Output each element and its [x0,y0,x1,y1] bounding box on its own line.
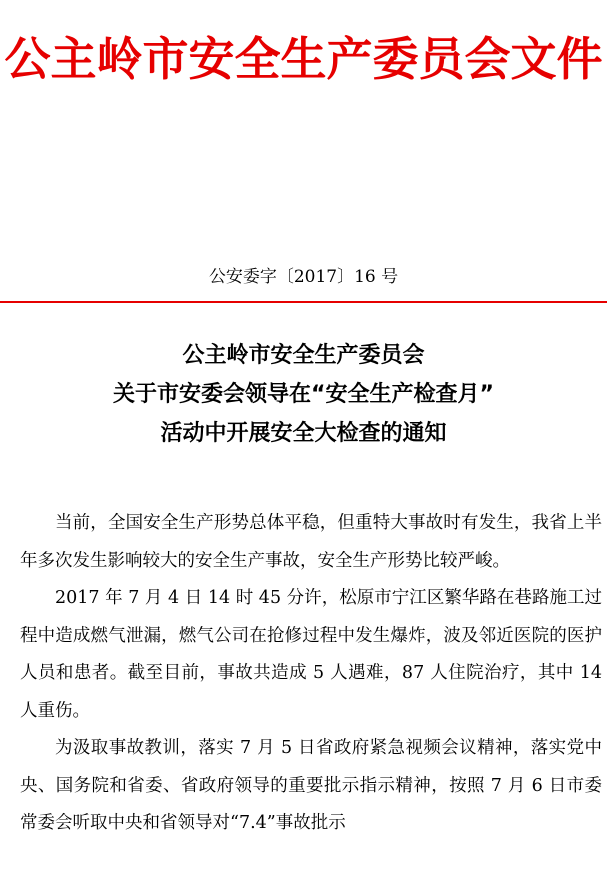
body-paragraph: 为汲取事故教训，落实 7 月 5 日省政府紧急视频会议精神，落实党中央、国务院和省委、省政府领导的重要批示指示精神，按照 7 月 6 日市委常委会听取中央和省领导对“7.4”事故批示 [20,738,602,833]
red-divider-line [0,301,607,303]
notice-title-line: 活动中开展安全大检查的通知 [160,421,447,446]
document-body [20,505,602,843]
notice-title-line: 关于市安委会领导在“安全生产检查月” [113,382,494,407]
document-number: 公安委字〔2017〕16 号 [208,267,399,287]
notice-title [0,336,607,453]
notice-title-line: 公主岭市安全生产委员会 [182,343,425,368]
body-paragraph: 当前，全国安全生产形势总体平稳，但重特大事故时有发生，我省上半年多次发生影响较大的安全生产事故，安全生产形势比较严峻。 [20,513,602,571]
body-paragraph: 2017 年 7 月 4 日 14 时 45 分许，松原市宁江区繁华路在巷路施工过程中造成燃气泄漏，燃气公司在抢修过程中发生爆炸，波及邻近医院的医护人员和患者。截至目前，事故共造成 5 人遇难，87 人住院治疗，其中 14 人重伤。 [20,588,602,721]
document-header-title: 公主岭市安全生产委员会文件 [4,32,603,86]
